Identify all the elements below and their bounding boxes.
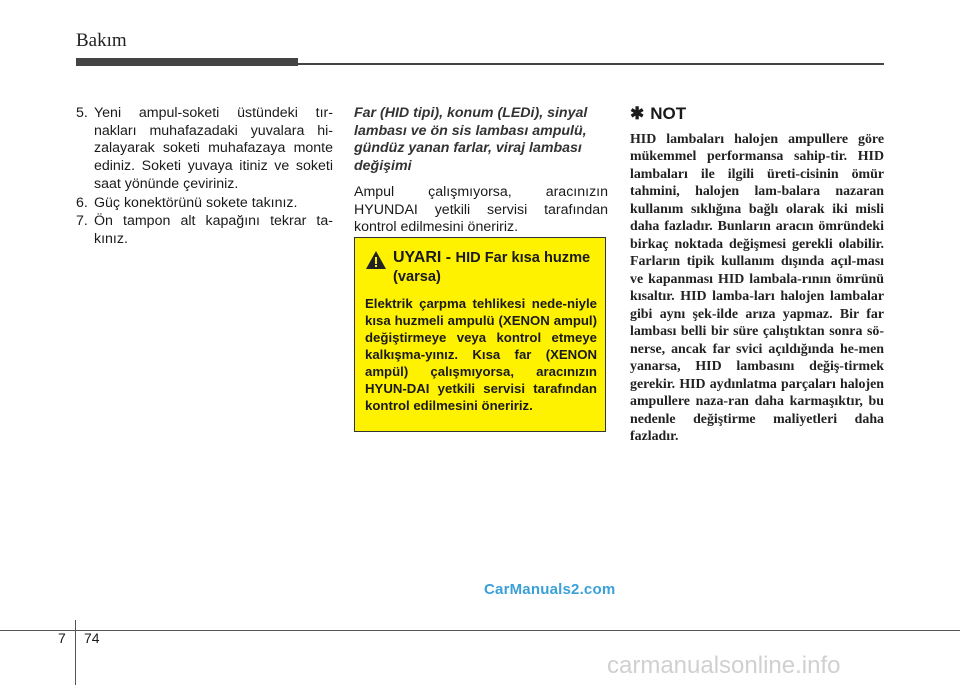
note-title: NOT	[650, 104, 687, 123]
list-item	[76, 195, 333, 213]
steps-column	[76, 105, 333, 250]
chapter-number: 7	[58, 630, 66, 646]
footer-site-watermark: carmanualsonline.info	[607, 652, 841, 679]
note-header	[630, 105, 884, 123]
warning-header	[365, 248, 597, 287]
step-text: Yeni ampul-soketi üstündeki tır-nakları muhafazadaki yuvalara hi-zalayarak soketi muhafazaya monte ediniz. Soketi yuvaya itiniz ve soketi saat yönünde çeviriniz.	[94, 105, 333, 192]
footer-divider	[75, 620, 76, 685]
step-number: 6.	[76, 194, 88, 211]
watermark: CarManuals2.com	[484, 581, 616, 598]
header-title: Bakım	[76, 30, 127, 51]
warning-title-sub: HID Far kısa huzme (varsa)	[393, 250, 591, 285]
footer-rule	[0, 630, 960, 631]
note-body: HID lambaları halojen ampullere göre mükemmel performansa sahip-tir. HID lambaları ile ilgili üreti-cisinin ömür tahmini, halojen lam-balara nazaran kullanım sıklığına bağlı olarak iki misli daha fazladır. Bunların aracın ömründeki birkaç noktada değişmesi gerekli olabilir. Farların tipik kullanım dışında açıl-ması ve kapanması HID lambala-rının ömrünü kısaltır. HID lamba-ları halojen lambalar gibi aynı şek-ilde arıza yapmaz. Bir far lambası belli bir süre çalıştıktan sonra sö-nerse, ancak far svici açıldığında he-men yanarsa, HID lambasını değiş-tirmek gerekir. HID aydınlatma parçaları halojen ampullere naza-ran daha karmaşıktır, bu nedenle değiştirme maliyetleri daha fazladır.	[630, 131, 884, 445]
section-column	[354, 105, 608, 237]
list-item	[76, 105, 333, 194]
warning-triangle-icon	[365, 250, 387, 270]
warning-title	[393, 248, 597, 287]
step-number: 5.	[76, 105, 88, 121]
section-heading: Far (HID tipi), konum (LEDi), sinyal lambası ve ön sis lambası ampulü, gündüz yanan farlar, viraj lambası değişimi	[354, 105, 588, 175]
section-body: Ampul çalışmıyorsa, aracınızın HYUNDAI yetkili servisi tarafından kontrol edilmesini öneririz.	[354, 183, 608, 236]
header-rule	[76, 63, 884, 65]
step-text: Ön tampon alt kapağını tekrar ta-kınız.	[94, 213, 333, 247]
warning-box	[354, 237, 606, 432]
page-number: 74	[84, 630, 100, 646]
asterisk-icon: ✱	[630, 104, 645, 123]
step-number: 7.	[76, 213, 88, 230]
list-item	[76, 213, 333, 248]
step-text: Güç konektörünü sokete takınız.	[94, 194, 298, 211]
note-column	[630, 105, 884, 446]
steps-list	[76, 105, 333, 249]
warning-body: Elektrik çarpma tehlikesi nede-niyle kısa huzmeli ampulü (XENON ampul) değiştirmeye veya kontrol etmeye kalkışma-yınız. Kısa far (XENON ampül) çalışmıyorsa, aracınızın HYUN-DAI yetkili servisi tarafından kontrol edilmesini öneririz.	[365, 296, 597, 413]
warning-title-main: UYARI -	[393, 249, 456, 266]
